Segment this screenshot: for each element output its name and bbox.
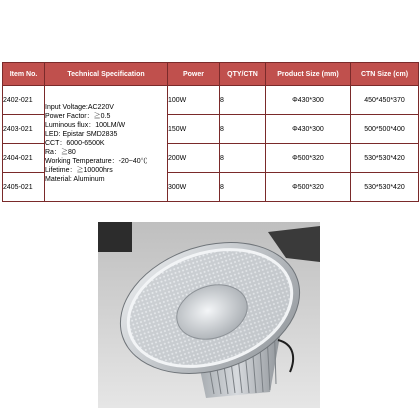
qty-cell: 8 bbox=[220, 173, 266, 202]
item-number-cell: 2405-021 bbox=[3, 173, 45, 202]
product-size-cell: Φ430*300 bbox=[266, 115, 351, 144]
qty-cell: 8 bbox=[220, 115, 266, 144]
ceiling-shadow bbox=[98, 222, 132, 252]
power-cell: 300W bbox=[168, 173, 220, 202]
header-qty-ctn: QTY/CTN bbox=[220, 63, 266, 86]
spec-power-factor: Power Factor：≧0.5 bbox=[45, 112, 111, 120]
header-technical-specification: Technical Specification bbox=[45, 63, 168, 86]
ctn-size-cell: 530*530*420 bbox=[351, 144, 419, 173]
header-power: Power bbox=[168, 63, 220, 86]
header-ctn-size: CTN Size (cm) bbox=[351, 63, 419, 86]
header-product-size: Product Size (mm) bbox=[266, 63, 351, 86]
spec-lifetime: Lifetime：≧10000hrs bbox=[45, 167, 113, 175]
spec-ra: Ra：≧80 bbox=[45, 149, 76, 157]
spec-input-voltage: Input Voltage:AC220V bbox=[45, 103, 114, 111]
qty-cell: 8 bbox=[220, 86, 266, 115]
power-cell: 100W bbox=[168, 86, 220, 115]
header-row bbox=[3, 63, 419, 86]
ctn-size-cell: 450*450*370 bbox=[351, 86, 419, 115]
item-number-cell: 2404-021 bbox=[3, 144, 45, 173]
table-row bbox=[3, 86, 419, 115]
spec-material: Material: Aluminum bbox=[45, 176, 105, 184]
item-number-cell: 2402-021 bbox=[3, 86, 45, 115]
high-bay-lamp-photo bbox=[98, 222, 320, 408]
technical-specification-cell bbox=[45, 86, 168, 202]
product-size-cell: Φ500*320 bbox=[266, 173, 351, 202]
spec-cct: CCT：6000-6500K bbox=[45, 139, 105, 147]
ctn-size-cell: 500*500*400 bbox=[351, 115, 419, 144]
item-number-cell: 2403-021 bbox=[3, 115, 45, 144]
product-size-cell: Φ500*320 bbox=[266, 144, 351, 173]
spec-luminous-flux: Luminous flux：100LM/W bbox=[45, 121, 126, 129]
product-size-cell: Φ430*300 bbox=[266, 86, 351, 115]
ctn-size-cell: 530*530*420 bbox=[351, 173, 419, 202]
spec-table bbox=[2, 62, 419, 202]
spec-led: LED: Epistar SMD2835 bbox=[45, 130, 118, 138]
lamp-illustration bbox=[98, 222, 320, 408]
power-cell: 150W bbox=[168, 115, 220, 144]
qty-cell: 8 bbox=[220, 144, 266, 173]
power-cell: 200W bbox=[168, 144, 220, 173]
spec-working-temperature: Working Temperature：-20~40℃ bbox=[45, 158, 148, 166]
header-item-no: Item No. bbox=[3, 63, 45, 86]
